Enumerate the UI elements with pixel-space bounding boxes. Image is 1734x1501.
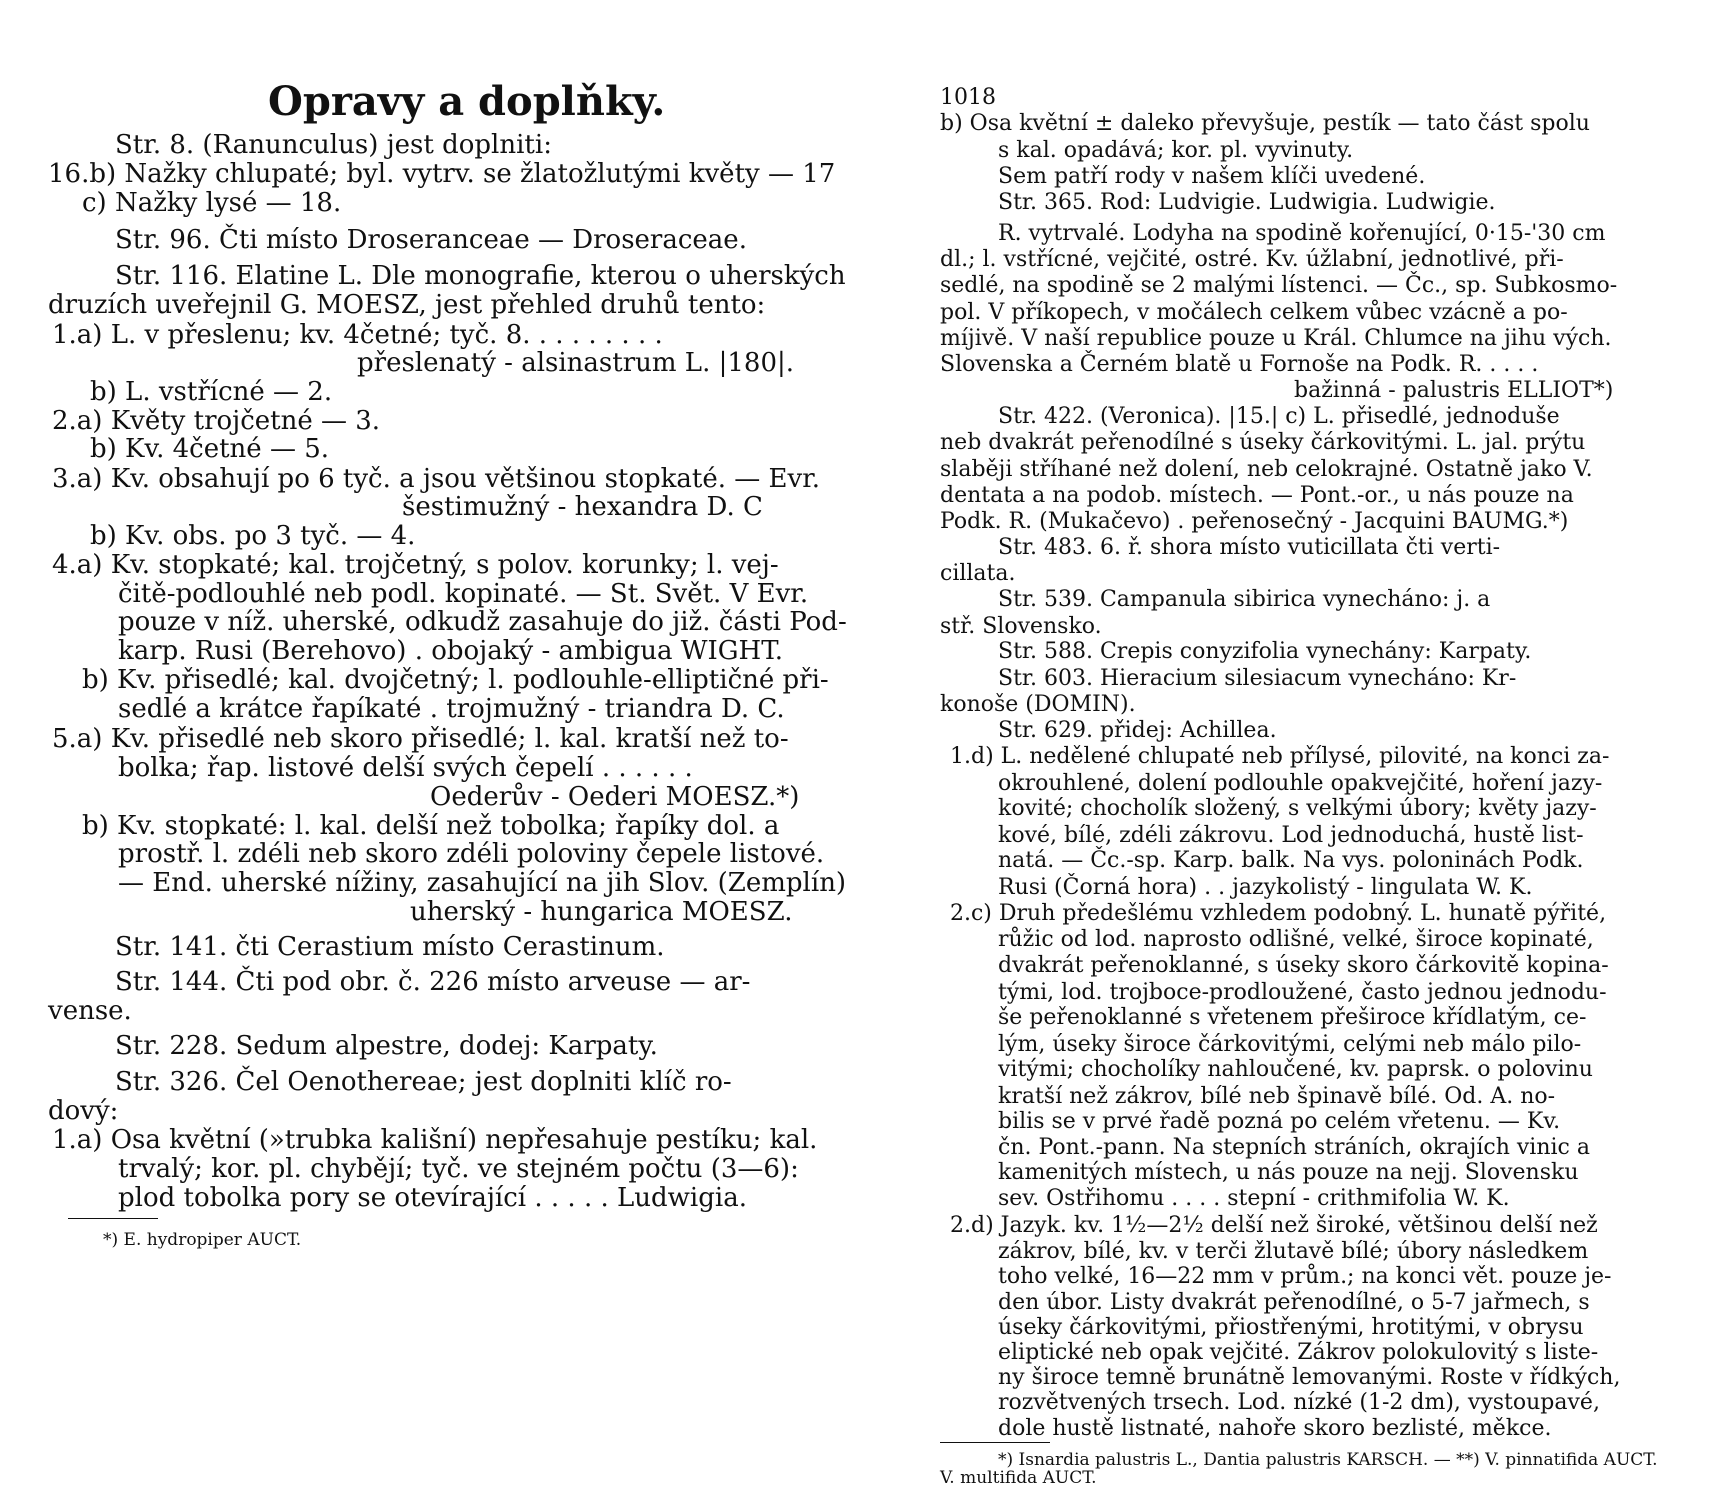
text-line: Slovenska a Černém blatě u Fornoše na Podk. R. . . . .	[940, 351, 1539, 377]
footnote: *) Isnardia palustris L., Dantia palustris KARSCH. — **) V. pinnatifida AUCT.	[998, 1449, 1658, 1470]
text-line: plod tobolka pory se otevírající . . . . . Ludwigia.	[118, 1183, 747, 1213]
text-line: Str. 326. Čel Oenothereae; jest doplniti klíč ro-	[115, 1067, 732, 1097]
text-line: natá. — Čc.-sp. Karp. balk. Na vys. poloninách Podk.	[998, 848, 1584, 874]
text-line: bažinná - palustris ELLIOT*)	[1294, 378, 1614, 403]
text-line: 2.a) Květy trojčetné — 3.	[52, 406, 381, 436]
text-line: přeslenatý - alsinastrum L. |180|.	[357, 348, 795, 378]
text-line: růžic od lod. naprosto odlišné, velké, široce kopinaté,	[998, 926, 1594, 952]
text-line: 5.a) Kv. přisedlé neb skoro přisedlé; l. kal. kratší než to-	[52, 724, 789, 754]
text-line: Oederův - Oederi MOESZ.*)	[430, 782, 800, 812]
text-line: kamenitých místech, u nás pouze na nejj. Slovensku	[998, 1160, 1579, 1186]
text-line: sedlé, na spodině se 2 malými lístenci. — Čc., sp. Subkosmo-	[940, 273, 1618, 299]
text-line: 16.b) Nažky chlupaté; byl. vytrv. se žlatožlutými květy — 17	[48, 159, 836, 189]
text-line: tými, lod. trojboce-prodloužené, často jednou jednodu-	[998, 979, 1607, 1005]
text-line: 2.d) Jazyk. kv. 1½—2½ delší než široké, většinou delší než	[950, 1213, 1598, 1239]
text-line: dl.; l. vstřícné, vejčité, ostré. Kv. úžlabní, jednotlivé, při-	[940, 247, 1564, 273]
text-line: Str. 483. 6. ř. shora místo vuticillata čti verti-	[998, 535, 1501, 561]
text-line: Rusi (Čorná hora) . . jazykolistý - lingulata W. K.	[998, 874, 1533, 900]
text-line: neb dvakrát peřenodílné s úseky čárkovitými. L. jal. prýtu	[940, 430, 1586, 456]
text-line: míjivě. V naší republice pouze u Král. Chlumce na jihu vých.	[940, 325, 1612, 351]
footnote: *) E. hydropiper AUCT.	[103, 1230, 302, 1250]
text-line: b) Kv. 4četné — 5.	[90, 434, 330, 464]
text-line: vitými; chocholíky nahloučené, kv. paprsk. o polovinu	[998, 1057, 1593, 1083]
text-line: kovité; chocholík složený, s velkými úbory; květy jazy-	[998, 796, 1597, 822]
text-line: sev. Ostřihomu . . . . stepní - crithmifolia W. K.	[998, 1185, 1510, 1211]
text-line: ny široce temně brunátně lemovanými. Roste v řídkých,	[998, 1364, 1621, 1390]
text-line: toho velké, 16—22 mm v prům.; na konci vět. pouze je-	[998, 1264, 1612, 1290]
text-line: dentata a na podob. místech. — Pont.-or., u nás pouze na	[940, 482, 1574, 508]
text-line: Str. 144. Čti pod obr. č. 226 místo arveuse — ar-	[115, 967, 751, 997]
text-line: Sem patří rody v našem klíči uvedené.	[998, 163, 1426, 189]
text-line: eliptické neb opak vejčité. Zákrov polokulovitý s liste-	[998, 1340, 1599, 1366]
text-line: Str. 96. Čti místo Droseranceae — Droseraceae.	[115, 225, 747, 255]
text-line: cillata.	[940, 561, 1016, 587]
page-number: 1018	[940, 85, 996, 110]
text-line: 1.a) L. v přeslenu; kv. 4četné; tyč. 8. . . . . . . . .	[52, 320, 663, 350]
text-line: den úbor. Listy dvakrát peřenodílné, o 5-7 jařmech, s	[998, 1289, 1590, 1315]
text-line: 3.a) Kv. obsahují po 6 tyč. a jsou většinou stopkaté. — Evr.	[52, 464, 821, 494]
text-line: konoše (DOMIN).	[940, 692, 1136, 718]
page-title: Opravy a doplňky.	[268, 78, 666, 125]
text-line: Str. 629. přidej: Achillea.	[998, 717, 1277, 743]
text-line: čn. Pont.-pann. Na stepních stráních, okrajích vinic a	[998, 1134, 1590, 1160]
text-line: stř. Slovensko.	[940, 613, 1102, 639]
text-line: Str. 603. Hieracium silesiacum vynecháno: Kr-	[998, 665, 1517, 691]
text-line: trvalý; kor. pl. chybějí; tyč. ve stejném počtu (3—6):	[118, 1154, 799, 1184]
text-line: Str. 539. Campanula sibirica vynecháno: j. a	[998, 587, 1491, 613]
text-line: čitě-podlouhlé neb podl. kopinaté. — St. Svět. V Evr.	[118, 579, 809, 609]
text-line: Str. 588. Crepis conyzifolia vynechány: Karpaty.	[998, 639, 1532, 665]
text-line: c) Nažky lysé — 18.	[82, 188, 342, 218]
text-line: 1.a) Osa květní (»trubka kališní) nepřesahuje pestíku; kal.	[52, 1125, 818, 1155]
text-line: s kal. opadává; kor. pl. vyvinuty.	[998, 137, 1354, 163]
text-line: rozvětvených trsech. Lod. nízké (1-2 dm), vystoupavé,	[998, 1390, 1600, 1416]
text-line: okrouhlené, dolení podlouhle opakvejčité, hoření jazy-	[998, 770, 1603, 796]
text-line: slaběji stříhané než dolení, neb celokrajné. Ostatně jako V.	[940, 456, 1593, 482]
text-line: 4.a) Kv. stopkaté; kal. trojčetný, s polov. korunky; l. vej-	[52, 550, 779, 580]
text-line: Podk. R. (Mukačevo) . peřenosečný - Jacquini BAUMG.*)	[940, 508, 1569, 534]
text-line: bilis se v prvé řadě pozná po celém vřetenu. — Kv.	[998, 1109, 1561, 1135]
text-line: pol. V příkopech, v močálech celkem vůbec vzácně a po-	[940, 299, 1568, 325]
text-line: — End. uherské nížiny, zasahující na jih Slov. (Zemplín)	[118, 868, 847, 898]
text-line: lým, úseky široce čárkovitými, celými neb málo pilo-	[998, 1031, 1582, 1057]
footnote: V. multifida AUCT.	[940, 1468, 1097, 1488]
text-line: R. vytrvalé. Lodyha na spodině kořenující, 0·15-'30 cm	[998, 221, 1606, 246]
text-line: vense.	[48, 996, 132, 1026]
text-line: druzích uveřejnil G. MOESZ, jest přehled druhů tento:	[48, 290, 766, 320]
text-line: dový:	[48, 1096, 119, 1126]
text-line: še peřenoklanné s vřetenem přeširoce křídlatým, ce-	[998, 1005, 1587, 1031]
text-line: prostř. l. zdéli neb skoro zdéli poloviny čepele listové.	[118, 839, 825, 869]
text-line: uherský - hungarica MOESZ.	[410, 897, 793, 927]
text-line: úseky čárkovitými, přiostřenými, hrotitými, v obrysu	[998, 1314, 1584, 1340]
footnote-rule	[940, 1442, 1050, 1443]
text-line: b) Kv. přisedlé; kal. dvojčetný; l. podlouhle-elliptičné při-	[82, 665, 829, 695]
text-line: Str. 365. Rod: Ludvigie. Ludwigia. Ludwigie.	[998, 189, 1496, 215]
text-line: Str. 141. čti Cerastium místo Cerastinum.	[115, 932, 665, 962]
text-line: 2.c) Druh předešlému vzhledem podobný. L. hunatě pýřité,	[950, 901, 1607, 927]
footnote-rule	[68, 1218, 158, 1219]
text-line: b) Kv. obs. po 3 tyč. — 4.	[90, 521, 416, 551]
text-line: Str. 116. Elatine L. Dle monografie, kterou o uherských	[115, 261, 846, 291]
text-line: karp. Rusi (Berehovo) . obojaký - ambigua WIGHT.	[118, 636, 783, 666]
text-line: kové, bílé, zdéli zákrovu. Lod jednoduchá, hustě list-	[998, 822, 1584, 848]
text-line: b) Kv. stopkaté: l. kal. delší než tobolka; řapíky dol. a	[82, 811, 780, 841]
text-line: dole hustě listnaté, nahoře skoro bezlisté, měkce.	[998, 1415, 1552, 1441]
right-page	[870, 0, 1734, 1501]
text-line: b) L. vstřícné — 2.	[90, 377, 333, 407]
text-line: šestimužný - hexandra D. C	[402, 492, 763, 522]
text-line: bolka; řap. listové delší svých čepelí . . . . . .	[118, 753, 693, 783]
text-line: Str. 8. (Ranunculus) jest doplniti:	[115, 130, 552, 160]
text-line: sedlé a krátce řapíkaté . trojmužný - triandra D. C.	[118, 694, 785, 724]
text-line: Str. 422. (Veronica). |15.| c) L. přisedlé, jednoduše	[998, 404, 1560, 430]
text-line: Str. 228. Sedum alpestre, dodej: Karpaty.	[115, 1031, 658, 1061]
text-line: b) Osa květní ± daleko převyšuje, pestík — tato část spolu	[940, 111, 1590, 137]
text-line: pouze v níž. uherské, odkudž zasahuje do již. části Pod-	[118, 607, 847, 637]
text-line: 1.d) L. nedělené chlupaté neb přílysé, pilovité, na konci za-	[950, 744, 1610, 770]
text-line: kratší než zákrov, bílé neb špinavě bílé. Od. A. no-	[998, 1083, 1556, 1109]
text-line: dvakrát peřenoklanné, s úseky skoro čárkovitě kopina-	[998, 953, 1609, 979]
text-line: zákrov, bílé, kv. v terči žlutavě bílé; úbory následkem	[998, 1238, 1589, 1264]
